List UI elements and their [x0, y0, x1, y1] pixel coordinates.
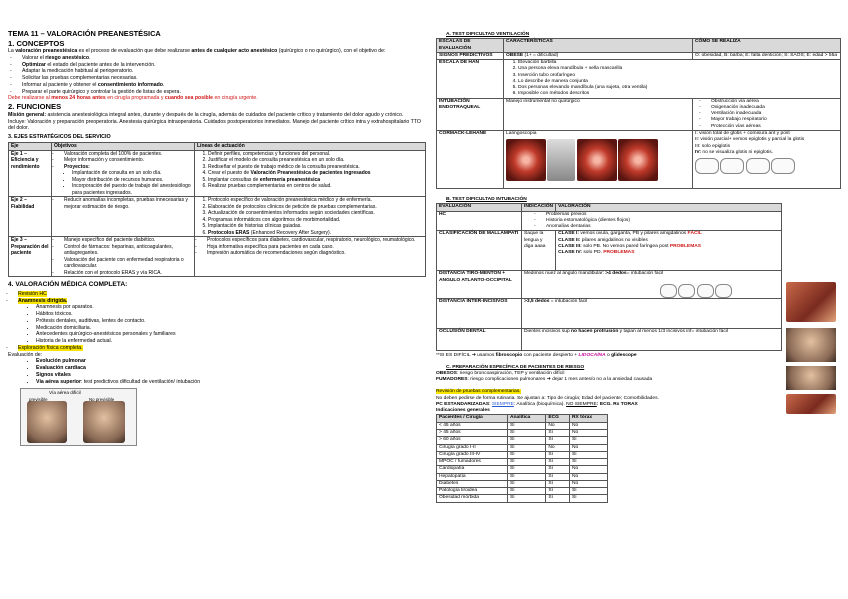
list-item: - Historia estomatológica (dientes flojos): [546, 218, 779, 224]
list-item: - Exploración física completa.: [18, 345, 426, 352]
row-label: DISTANCIA TIRO-MENTON + ANGULO ATLANTO-OCCIPITAL: [437, 271, 522, 299]
list-item: - Optimizar el estado del paciente antes de la intervención.: [22, 62, 426, 69]
arrow-right-icon: ➜: [546, 377, 551, 383]
mallampati-class: CLASE IV: solo PD. PROBLEMAS: [558, 250, 635, 256]
row-label: CORMACK-LEHANE: [437, 130, 504, 188]
table-cell: Sí: [546, 437, 570, 444]
section-conceptos: 1. CONCEPTOS: [8, 38, 65, 48]
list-item: - Oxigenación inadecuada: [711, 105, 838, 111]
evaluacion-label: Evaluación de:: [8, 351, 43, 358]
laryngoscopy-photo: [577, 139, 617, 181]
list-item: • Mayor distribución de recursos humanos.: [72, 177, 192, 184]
arrow-right-icon: ➜: [471, 353, 476, 359]
eje-name: Eje 3 – Preparación del paciente: [9, 237, 52, 277]
table-cell: No: [569, 444, 607, 451]
row-value: [522, 211, 782, 231]
table-row: [437, 422, 608, 429]
laryngoscopy-photo: [506, 139, 546, 181]
table-row: [437, 429, 608, 436]
table-row: [437, 130, 841, 188]
table-header: Pacientes / Cirugía: [437, 415, 508, 422]
list-item: - Problemas previos: [546, 212, 779, 218]
list-item: - Protección vías aéreas: [711, 124, 838, 130]
table-row: [437, 444, 608, 451]
table-header: VALORACIÓN: [556, 204, 782, 211]
intubacion-table: [436, 203, 782, 351]
table-cell: Obesidad mórbida: [437, 495, 508, 502]
table-cell: Sí: [569, 488, 607, 495]
table-cell: No: [569, 429, 607, 436]
row-characteristics: [504, 130, 693, 188]
list-item: - Hoja informativa específica para pacientes en cada caso.: [207, 244, 423, 251]
table-row: [437, 299, 782, 329]
mallampati-class: CLASE III: solo PB. No vemos pared faríngea post PROBLEMAS: [558, 243, 702, 249]
table-cell: Hepatopatía: [437, 473, 508, 480]
table-header-row: [437, 415, 608, 422]
row-label: CLASIFICACIÓN DE MALLAMPATI: [437, 231, 522, 271]
mallampati-diagram: [660, 284, 677, 298]
list-item: • Prótesis dentales, auditivas, lentes de contacto.: [36, 318, 426, 325]
table-cell: Sí: [569, 459, 607, 466]
mallampati-diagram: [678, 284, 695, 298]
table-cell: Cirugía grado III-IV: [437, 451, 508, 458]
eje-objectives: [52, 237, 195, 277]
table-row: [437, 466, 608, 473]
eje-lines: [195, 150, 426, 197]
cl-grade: I: visión total de glotis + comisura ant y post: [695, 130, 790, 136]
image-title: Vía aérea difícil: [49, 390, 81, 396]
table-cell: Sí: [508, 429, 546, 436]
table-header: ECG: [546, 415, 570, 422]
list-item: - Solicitar las pruebas complementarias necesarias.: [22, 75, 426, 82]
exploracion-list: [8, 345, 426, 352]
list-item: - Valoración completa del 100% de pacientes.: [64, 151, 192, 158]
face-no-previsible-photo: [83, 401, 125, 443]
row-value: Medimos nuez al ángulo mandibular: >4 dedos= intubación fácil: [522, 271, 782, 299]
list-item: 3. Rediseñar el puesto de trabajo médico de la consulta preanestésica.: [208, 164, 423, 171]
list-item: - Informar al paciente y obtener el consentimiento informado.: [22, 82, 426, 89]
table-cell: Sí: [508, 488, 546, 495]
list-item: 1. Definir perfiles, competencias y funciones del personal.: [208, 151, 423, 158]
list-item: • Medicación domiciliaria.: [36, 325, 426, 332]
cl-diagrams: [695, 158, 838, 174]
list-item: 5. Implantación de historias clínicas guiadas.: [208, 223, 423, 230]
table-row: [437, 231, 782, 271]
table-cell: Sí: [546, 466, 570, 473]
row-label: INTUBACIÓN ENDOTRAQUEAL: [437, 98, 504, 130]
table-cell: Diabetes: [437, 480, 508, 487]
jaw-photo: [786, 366, 836, 390]
table-row: [437, 329, 782, 351]
table-header: EVALUACIÓN: [437, 204, 522, 211]
table-cell: Sí: [508, 480, 546, 487]
table-row: [437, 480, 608, 487]
table-cell: Sí: [546, 488, 570, 495]
table-cell: MPOC / fumadores: [437, 459, 508, 466]
table-row: [437, 495, 608, 502]
cl-grade: IV: no se visualiza glotis ni epiglotis.: [695, 149, 774, 155]
left-column: [8, 30, 426, 446]
list-item: 1. Elevación barbilla: [518, 60, 838, 66]
table-cell: No: [546, 444, 570, 451]
table-cell: No: [546, 422, 570, 429]
list-item: • Hábitos tóxicos.: [36, 311, 426, 318]
image-label-previsible: previsible: [29, 397, 48, 403]
list-item: 2. Elaboración de protocolos clínicos de petición de pruebas complementarias.: [208, 204, 423, 211]
list-item: - Mejor información y consentimiento.: [64, 157, 192, 164]
row-label: SIGNOS PREDICTIVOS: [437, 52, 504, 59]
table-header: Eje: [9, 143, 52, 151]
mouth-photo: [786, 282, 836, 322]
ejes-table: [8, 142, 426, 277]
table-cell: Sí: [508, 495, 546, 502]
table-row: [9, 197, 426, 237]
laryngoscopy-photo: [547, 139, 575, 181]
table-cell: Sí: [508, 466, 546, 473]
indicaciones-table: [436, 414, 608, 502]
row-how: [693, 98, 841, 130]
cl-diagram: [695, 158, 719, 174]
table-header: Analítica: [508, 415, 546, 422]
eje-name: Eje 2 – Fiabilidad: [9, 197, 52, 237]
table-cell: Cirugía grado I-II: [437, 444, 508, 451]
table-row: [9, 237, 426, 277]
table-cell: Sí: [508, 444, 546, 451]
obesos-line: OBESOS: riesgo broncoaspiración, TEP y ventilación difícil: [436, 370, 565, 376]
list-item: - Obstrucción vía aérea: [711, 99, 838, 105]
table-cell: Sí: [546, 451, 570, 458]
list-item: - Valoración del paciente con enfermedad respiratoria o cardiovascular.: [64, 257, 192, 270]
eje-objectives: [52, 150, 195, 197]
section-c-title: C. PREPARACIÓN ESPECÍFICA DE PACIENTES DE RIESGO: [446, 364, 585, 370]
table-cell: > 60 años: [437, 437, 508, 444]
table-cell: Sí: [546, 429, 570, 436]
list-item: 4. Crear el puesto de Valoración Preanestésica de pacientes ingresados: [208, 170, 423, 177]
table-header: ESCALAS DE EVALUACIÓN: [437, 39, 504, 53]
list-item: 2. Una persona eleva mandíbula + sella mascarilla: [518, 66, 838, 72]
mision-paragraph: Misión general: asistencia anestesiológica integral antes, durante y después de la cirugía, además de cuidados del paciente crítico y tratamiento del dolor agudo y crónico.: [8, 111, 404, 118]
list-item: • Historia de la enfermedad actual.: [36, 338, 426, 345]
list-item: • Antecedentes quirúrgico-anestésicos personales y familiares: [36, 331, 426, 338]
row-label: ESCALA DE HAN: [437, 60, 504, 99]
neck-photo: [786, 328, 836, 362]
table-header-row: [437, 39, 841, 53]
row-value: >3,5 dedos = intubación fácil: [522, 299, 782, 329]
list-item: - Anomalías dentarias: [546, 224, 779, 230]
difficult-note: **SI ES DIFÍCIL ➜ usamos fibroscopio con paciente despierto + LIDOCAÍNA o glidescope: [436, 353, 637, 359]
list-item: - Manejo específico del paciente diabético.: [64, 237, 192, 244]
list-item: - Mayor trabajo respiratorio: [711, 117, 838, 123]
image-label-no-previsible: No previsible: [89, 397, 115, 403]
table-header: CARACTERÍSTICAS: [504, 39, 693, 53]
section-b-title: B. TEST DIFICULTAD INTUBACIÓN: [446, 196, 527, 202]
table-cell: Sí: [508, 422, 546, 429]
table-cell: No: [569, 422, 607, 429]
list-item: • Signos vitales: [36, 372, 426, 379]
evaluacion-list: [8, 358, 426, 385]
row-value: [556, 231, 782, 271]
table-cell: Cardiopatía: [437, 466, 508, 473]
list-item: • Implantación de consulta en un solo día.: [72, 170, 192, 177]
table-cell: Sí: [569, 495, 607, 502]
table-row: [437, 211, 782, 231]
pruebas-heading: Revisión de pruebas complementarias.: [436, 389, 521, 395]
section-funciones: 2. FUNCIONES: [8, 102, 62, 112]
cl-diagram: [720, 158, 744, 174]
table-cell: No: [569, 473, 607, 480]
list-item: - Protocolos específicos para diabetes, cardiovascular, respiratorio, neurológico, reumatológico.: [207, 237, 423, 244]
table-cell: < 45 años: [437, 422, 508, 429]
table-header-row: [437, 204, 782, 211]
list-item: 4. Lo describe de manera conjunta: [518, 79, 838, 85]
list-item: 2. Justificar el modelo de consulta preanestésica en un solo día.: [208, 157, 423, 164]
list-item: 5. Implantar consultas de enfermería preanestésica: [208, 177, 423, 184]
table-cell: Sí: [546, 495, 570, 502]
list-item: - Anamnesis dirigida.: [18, 298, 426, 305]
timing-note: Debe realizarse al menos 24 horas antes en cirugía programada y cuando sea posible en cirugía urgente.: [8, 95, 258, 102]
row-indication: Saque la lengua y diga aaaa: [522, 231, 556, 271]
list-item: 6. Imposible con métodos descritos: [518, 91, 838, 97]
eje-name: Eje 1 – Eficiencia y rendimiento: [9, 150, 52, 197]
face-previsible-photo: [27, 401, 67, 443]
table-cell: No: [569, 466, 607, 473]
han-list-cell: [504, 60, 841, 99]
teeth-photo: [786, 394, 836, 414]
table-header-row: [9, 143, 426, 151]
valoracion-list: [8, 291, 426, 305]
indicaciones-body: [437, 422, 608, 502]
list-item: • Incorporación del puesto de trabajo del anestesiólogo para pacientes ingresados.: [72, 183, 192, 196]
list-item: • Evaluación cardiaca: [36, 365, 426, 372]
list-item: - Control de fármacos: heparinas, anticoagulantes, antiagregantes.: [64, 244, 192, 257]
anamnesis-list: [8, 304, 426, 345]
eje-lines: [195, 237, 426, 277]
table-row: [9, 150, 426, 197]
eje-lines: [195, 197, 426, 237]
cl-grade: III: solo epiglotis: [695, 143, 731, 149]
list-item: - Preparar el parte quirúrgico y controlar la gestión de listas de espera.: [22, 89, 426, 96]
table-row: [437, 98, 841, 130]
list-item: • Evolución pulmonar: [36, 358, 426, 365]
table-cell: Sí: [508, 473, 546, 480]
cl-diagram: [746, 158, 770, 174]
list-item: - Revisión HC: [18, 291, 426, 298]
ventilacion-table: [436, 38, 841, 189]
list-item: - Impresión automática de recomendaciones según diagnóstico.: [207, 250, 423, 257]
section-valoracion: 4. VALORACIÓN MÉDICA COMPLETA:: [8, 281, 128, 289]
list-item: - Relación con el protocolo ERAS y vía RICA.: [64, 270, 192, 277]
table-header: CÓMO SE REALIZA: [693, 39, 841, 53]
table-header: INDICACIÓN: [522, 204, 556, 211]
intro-paragraph: La valoración preanestésica es el proceso de evaluación que debe realizarse antes de cualquier acto anestésico (quirúrgico o no quirúrgico), con el objetivo de:: [8, 48, 386, 55]
list-item: - Ventilación inadecuada: [711, 111, 838, 117]
table-cell: > 45 años: [437, 429, 508, 436]
table-cell: Patología tiroidea: [437, 488, 508, 495]
table-cell: Sí: [546, 480, 570, 487]
pc-estandarizadas-line: PC ESTANDARIZADAS: SIEMPRE: Analítica (bioquímica). NO SIEMPRE: ECG. Rx TORAX: [436, 401, 638, 407]
no-deben-line: No deben pedirse de forma rutinaria. Se ajustan a: Tipo de cirugía; Edad del paciente; Comorbilidades.: [436, 395, 659, 401]
page-title: TEMA 11 – VALORACIÓN PREANESTÉSICA: [8, 29, 161, 38]
row-how: O: obesidad, B: barba; E: falta dentición; S: SAOS; E: edad > 55a: [693, 52, 841, 59]
list-item: - Adaptar la medicación habitual al perioperatorio.: [22, 68, 426, 75]
table-header: Objetivos: [52, 143, 195, 151]
laringoscopia-label: Laringoscopia: [506, 130, 537, 136]
row-characteristics: Manejo instrumental no quirúrgico: [504, 98, 693, 130]
table-cell: Sí: [508, 451, 546, 458]
table-row: [437, 437, 608, 444]
table-cell: Sí: [569, 437, 607, 444]
section-ejes: 3. EJES ESTRATÉGICOS DEL SERVICIO: [8, 134, 111, 141]
row-value: Dientes incisivos sup no hacen protrusión y tapan al menos 1/3 incisivos inf= intubación fácil: [522, 329, 782, 351]
list-item: 6. Protocolos ERAS (Enhanced Recovery After Surgery).: [208, 230, 423, 237]
table-cell: Sí: [546, 473, 570, 480]
table-row: [437, 60, 841, 99]
list-item: • Anamnesis por aparatos.: [36, 304, 426, 311]
list-item: 3. Actualización de consentimientos informados según sociedades científicas.: [208, 210, 423, 217]
row-label: OCLUSIÓN DENTAL: [437, 329, 522, 351]
objectives-list: [8, 55, 426, 96]
list-item: 1. Protocolo específico de valoración preanestésica médico y de enfermería.: [208, 197, 423, 204]
row-label: HC: [437, 211, 522, 231]
list-item: 4. Programas informáticos con algoritmos de morbimortalidad.: [208, 217, 423, 224]
list-item: 3. Inserción tubo orofaríngeo: [518, 73, 838, 79]
table-header: RX tórax: [569, 415, 607, 422]
table-cell: Sí: [569, 451, 607, 458]
mallampati-diagram: [715, 284, 732, 298]
right-column: [436, 32, 841, 503]
list-item: 5. Dos personas elevando mandíbula (una sujeta, otra ventila): [518, 85, 838, 91]
list-item: 6. Realizar pruebas complementarias en centros de salud.: [208, 183, 423, 190]
mallampati-class: CLASE II: pilares amigdalinos no visibles: [558, 237, 648, 243]
via-aerea-image: [20, 388, 137, 446]
section-a-title: A. TEST DIFICULTAD VENTILACIÓN: [446, 32, 530, 37]
table-row: [437, 488, 608, 495]
indicaciones-title: Indicaciones generales: [436, 408, 490, 414]
table-row: [437, 459, 608, 466]
mallampati-class: CLASE I: vemos úvula, garganta, PB y pilares amigdalinos FÁCIL: [558, 231, 702, 237]
table-header: Líneas de actuación: [195, 143, 426, 151]
incluye-paragraph: Incluye: Valoración y preparación preoperatoria. Anestesia quirúrgica intraoperatoria. Cuidados postoperatorios inmediatos. Manejo del paciente crítico intra y extrahospitalario TTO del dolor.: [8, 118, 421, 132]
table-cell: Sí: [508, 437, 546, 444]
table-cell: Sí: [508, 459, 546, 466]
mallampati-diagram: [697, 284, 714, 298]
list-item: - Reducir anomalías incompletas, pruebas innecesarias y mejorar estimación de riesgo.: [64, 197, 192, 210]
fumadores-line: FUMADORES: riesgo complicaciones pulmonares ➜ dejar 1 mes antes/o no a la ansiedad causada: [436, 377, 653, 383]
list-item: - Valorar el riesgo anestésico.: [22, 55, 426, 62]
list-item: • Vía aérea superior: test predictivos dificultad de ventilación/ intubación: [36, 379, 426, 386]
cl-diagram: [771, 158, 795, 174]
list-item: - Proyectos:: [64, 164, 192, 171]
eje-objectives: [52, 197, 195, 237]
row-how: [693, 130, 841, 188]
laryngoscopy-photo: [618, 139, 658, 181]
table-cell: Sí: [546, 459, 570, 466]
row-characteristics: OBESE (1+ = dificultad): [504, 52, 693, 59]
table-row: [437, 473, 608, 480]
cl-grade: II: visión parcial+ vemos epiglotis y parcial la glotis: [695, 137, 805, 143]
table-row: [437, 451, 608, 458]
mallampati-diagrams: [660, 284, 732, 298]
table-cell: No: [569, 480, 607, 487]
table-row: [437, 52, 841, 59]
row-label: DISTANCIA INTER-INCISIVOS: [437, 299, 522, 329]
